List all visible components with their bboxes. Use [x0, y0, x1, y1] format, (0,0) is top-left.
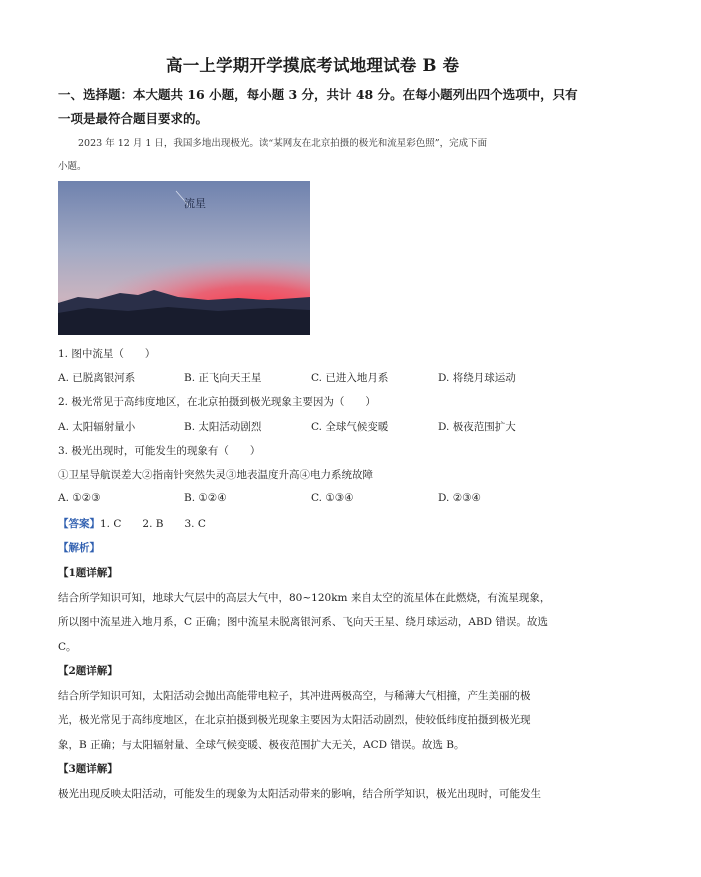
detail-3-tag: 【3题详解】: [58, 763, 118, 775]
detail-1-line-1: 结合所学知识可知，地球大气层中的高层大气中，80~120km 来自太空的流星体在此燃烧，有流星现象，: [58, 592, 551, 604]
meteor-label: 流星: [184, 197, 206, 210]
answer-text: 1. C 2. B 3. C: [100, 518, 206, 530]
detail-2-line-2: 光，极光常见于高纬度地区，在北京拍摄到极光现象主要因为太阳活动剧烈，使较低纬度拍摄到极光现: [58, 714, 531, 726]
detail-2-line-1: 结合所学知识可知，太阳活动会抛出高能带电粒子，其冲进两极高空，与稀薄大气相撞，产生美丽的极: [58, 690, 531, 702]
question-3-stem: 3. 极光出现时，可能发生的现象有（ ）: [58, 445, 261, 457]
question-1-stem: 1. 图中流星（ ）: [58, 348, 156, 360]
aurora-meteor-photo: [58, 181, 310, 335]
detail-3-line-1: 极光出现反映太阳活动，可能发生的现象为太阳活动带来的影响，结合所学知识，极光出现时，可能发生: [58, 788, 541, 800]
q3-option-a: A. ①②③: [58, 492, 101, 504]
detail-1-line-3: C。: [58, 641, 77, 653]
section-heading-line-1: 一、选择题：本大题共 16 小题，每小题 3 分，共计 48 分。在每小题列出四个选项中，只有: [58, 87, 578, 102]
analysis-tag: 【解析】: [58, 542, 100, 554]
detail-2-tag: 【2题详解】: [58, 665, 118, 677]
q2-option-d: D. 极夜范围扩大: [438, 421, 516, 433]
detail-2-line-3: 象，B 正确；与太阳辐射量、全球气候变暖、极夜范围扩大无关，ACD 错误。故选 B。: [58, 739, 465, 751]
intro-line-1: 2023 年 12 月 1 日，我国多地出现极光。读“某网友在北京拍摄的极光和流星彩色照”，完成下面: [78, 138, 488, 149]
question-2-stem: 2. 极光常见于高纬度地区，在北京拍摄到极光现象主要因为（ ）: [58, 396, 376, 408]
q3-option-b: B. ①②④: [184, 492, 227, 504]
answer-tag: 【答案】: [58, 518, 100, 530]
intro-line-2: 小题。: [58, 161, 87, 172]
q3-statements: ①卫星导航误差大②指南针突然失灵③地表温度升高④电力系统故障: [58, 469, 373, 481]
q2-option-a: A. 太阳辐射量小: [58, 421, 136, 433]
page-title: 高一上学期开学摸底考试地理试卷 B 卷: [166, 56, 460, 75]
q2-option-b: B. 太阳活动剧烈: [184, 421, 262, 433]
q3-option-c: C. ①③④: [311, 492, 354, 504]
q1-option-b: B. 正飞向天王星: [184, 372, 262, 384]
q1-option-c: C. 已进入地月系: [311, 372, 389, 384]
q2-option-c: C. 全球气候变暖: [311, 421, 389, 433]
q1-option-a: A. 已脱离银河系: [58, 372, 136, 384]
detail-1-tag: 【1题详解】: [58, 567, 118, 579]
section-heading-line-2: 一项是最符合题目要求的。: [58, 111, 209, 126]
answer-line: [58, 516, 206, 531]
detail-1-line-2: 所以图中流星进入地月系，C 正确；图中流星未脱离银河系、飞向天王星、绕月球运动，ABD 错误。故选: [58, 616, 548, 628]
q1-option-d: D. 将绕月球运动: [438, 372, 516, 384]
q3-option-d: D. ②③④: [438, 492, 481, 504]
